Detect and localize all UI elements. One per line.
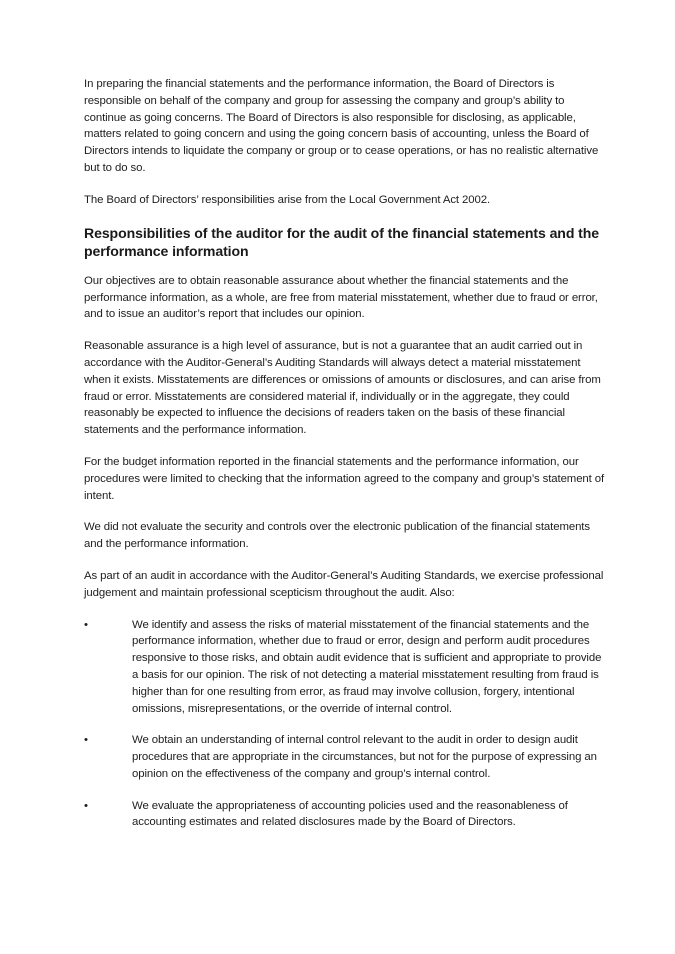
paragraph-going-concern: In preparing the financial statements and the performance information, the Board of Directors is responsible on behalf of the company and group for assessing the company and group’s ability to continue as going concerns. The Board of Directors is also responsible for disclosing, as applicable, matters related to going concern and using the going concern basis of accounting, unless the Board of Directors intends to liquidate the company or group or to cease operations, or has no realistic alternative but to do so. <box>84 78 599 174</box>
list-item <box>84 798 606 832</box>
bullet-text: We evaluate the appropriateness of accounting policies used and the reasonableness of accounting estimates and related disclosures made by the Board of Directors. <box>132 799 568 829</box>
bullet-icon: • <box>84 799 88 812</box>
list-item <box>84 617 606 718</box>
bullet-text: We identify and assess the risks of material misstatement of the financial statements and the performance information, whether due to fraud or error, design and perform audit procedures responsive to those risks, and obtain audit evidence that is sufficient and appropriate to provide a basis for our opinion. The risk of not detecting a material misstatement resulting from fraud is higher than for one resulting from error, as fraud may involve collusion, forgery, intentional omissions, misrepresentations, or the override of internal control. <box>132 618 602 715</box>
paragraph-auditing-standards: As part of an audit in accordance with the Auditor-General’s Auditing Standards, we exercise professional judgement and maintain professional scepticism throughout the audit. Also: <box>84 569 604 599</box>
list-item <box>84 732 606 782</box>
paragraph-electronic-publication: We did not evaluate the security and controls over the electronic publication of the financial statements and the performance information. <box>84 521 590 551</box>
bullet-icon: • <box>84 734 88 747</box>
bullet-icon: • <box>84 618 88 631</box>
paragraph-reasonable-assurance: Reasonable assurance is a high level of assurance, but is not a guarantee that an audit carried out in accordance with the Auditor-General’s Auditing Standards will always detect a material misstatement when it exists. Misstatements are differences or omissions of amounts or disclosures, and can arise from fraud or error. Misstatements are considered material if, individually or in the aggregate, they could reasonably be expected to influence the decisions of readers taken on the basis of these financial statements and the performance information. <box>84 340 601 437</box>
bullet-list <box>84 617 606 832</box>
paragraph-budget-information: For the budget information reported in the financial statements and the performance information, our procedures were limited to checking that the information agreed to the company and group’s statement of intent. <box>84 455 605 502</box>
document-page <box>84 76 606 846</box>
paragraph-objectives: Our objectives are to obtain reasonable assurance about whether the financial statements and the performance information, as a whole, are free from material misstatement, whether due to fraud or error, and to issue an auditor’s report that includes our opinion. <box>84 274 598 321</box>
section-heading: Responsibilities of the auditor for the audit of the financial statements and the performance information <box>84 224 599 260</box>
paragraph-board-responsibilities: The Board of Directors’ responsibilities arise from the Local Government Act 2002. <box>84 193 491 206</box>
bullet-text: We obtain an understanding of internal control relevant to the audit in order to design audit procedures that are appropriate in the circumstances, but not for the purpose of expressing an opinion on the effectiveness of the company and group’s internal control. <box>132 734 597 780</box>
